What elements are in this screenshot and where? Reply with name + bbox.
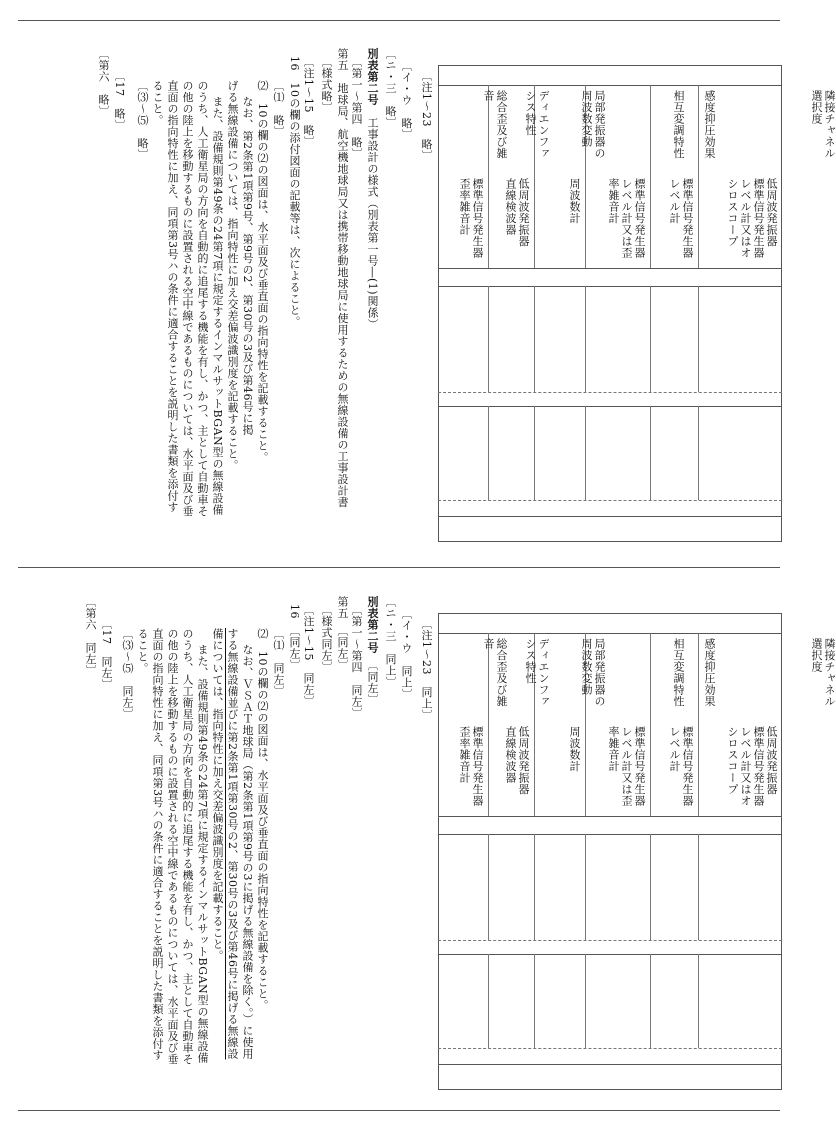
top-table-item-name: 局部発振器の周波数変動: [580, 90, 606, 159]
top-table-item-name: 感度抑圧効果: [703, 90, 716, 159]
bottom-table-row-line: [438, 1064, 782, 1065]
bottom-table-item-name: 相互変調特性: [672, 638, 685, 707]
bottom-text-column: ⑵ 10の欄の⑵の図面は、水平面及び垂直面の指向特性を記載すること。: [256, 628, 269, 1011]
top-table-row-line: [438, 286, 782, 287]
bottom-table-item-name: ディエンファシス特性: [524, 638, 550, 707]
bottom-text-column: する無線設備並びに第2条第1項第30号の2、第30号の3及び第46号に掲げる無線設: [226, 628, 239, 1060]
bottom-table-col-line: [534, 834, 535, 940]
top-text-column: げる無線設備については、指向特性に加え交差偏波識別度を記載すること。: [226, 80, 239, 471]
bottom-table-row-line: [438, 1048, 782, 1049]
top-text-column: なお、第2条第1項第9号、第9号の2、第30号の3及び第46号に掲: [241, 96, 254, 436]
top-text-column: 〔様式略〕: [320, 56, 333, 114]
top-text-column: 〔⑴ 略〕: [272, 80, 285, 138]
bottom-text-column: 〔17 同左〕: [100, 618, 113, 691]
bottom-table-row-line: [438, 816, 782, 817]
top-text-column: 第五 地球局、航空機地球局又は携帯移動地球局に使用するための無線設備の工事設計書: [336, 48, 349, 508]
bottom-text-column: 〔イ・ウ 同上〕: [400, 608, 413, 700]
top-table-instrument: 周波数計: [568, 178, 581, 224]
top-table-row-line: [438, 406, 782, 407]
bottom-text-column: 〔注1～23 同上〕: [420, 618, 433, 721]
bottom-table-row-line: [438, 834, 782, 835]
bottom-table-instrument: 標準信号発生器 レベル計又は歪率雑音計: [607, 726, 646, 818]
bottom-text-column: 〔⑴ 同左〕: [272, 628, 285, 697]
bottom-table-row-line: [438, 940, 782, 941]
top-text-column: 〔⑶～⑸ 略〕: [136, 80, 149, 161]
bottom-table-col-line: [488, 834, 489, 940]
bottom-text-column: 16 〔同左〕: [288, 604, 301, 671]
top-table-col-line: [534, 406, 535, 500]
top-table-row-line: [438, 516, 782, 517]
bottom-text-column: 〔様式同左〕: [320, 604, 333, 673]
top-table-instrument: 標準信号発生器 レベル計又は歪率雑音計: [607, 178, 646, 270]
top-text-column: 〔第一～第四 略〕: [350, 56, 363, 160]
bottom-text-column: のうち、人工衛星局の方向を自動的に追尾する機能を有し、かつ、主として自動車そ: [181, 628, 194, 1065]
top-text-column: のうち、人工衛星局の方向を自動的に追尾する機能を有し、かつ、主として自動車そ: [196, 80, 209, 517]
bottom-table-col-line: [585, 954, 586, 1048]
top-table-instrument: 低周波発振器 直線検波器: [504, 178, 530, 259]
bottom-text-column: 第五 〔同左〕: [336, 596, 349, 671]
top-text-column: ⑵ 10の欄の⑵の図面は、水平面及び垂直面の指向特性を記載すること。: [256, 80, 269, 463]
bottom-table-instrument: 低周波発振器 直線検波器: [504, 726, 530, 807]
top-table-col-line: [488, 406, 489, 500]
top-table-row-line: [438, 500, 782, 501]
top-table-item-name: ディエンファシス特性: [524, 90, 550, 159]
bottom-text-column: なお、ＶＳＡＴ地球局（第2条第1項第9号の3に掲げる無線設備を除く。）に使用: [241, 644, 254, 1060]
top-text-column: 〔注1～15 略〕: [302, 56, 315, 148]
top-text-column: の他の陸上を移動するものに設置される空中線であるものについては、水平面及び垂: [181, 80, 194, 517]
top-table-col-line: [698, 406, 699, 500]
bottom-text-column: 〔⑶～⑸ 同左〕: [121, 628, 134, 720]
bottom-table-col-line: [650, 834, 651, 940]
bottom-table-col-line: [534, 954, 535, 1048]
bottom-table-col-line: [650, 954, 651, 1048]
bottom-text-column: また、設備規則第49条の24第7項に規定するインマルサットBGAN型の無線設備: [196, 644, 209, 1064]
top-text-column: 〔17 略〕: [113, 70, 126, 131]
top-table-item-name: 総合歪及び雑音: [482, 90, 508, 159]
top-text-column: 別表第二号 工事設計の様式（別表第一号―(1)関係）: [366, 48, 379, 330]
bottom-text-column: 〔第六 同左〕: [84, 596, 97, 677]
bottom-table-col-line: [698, 834, 699, 940]
top-table-col-line: [585, 406, 586, 500]
top-table-row-line: [438, 392, 782, 393]
bottom-text-column: 〔第一～第四 同左〕: [350, 604, 363, 719]
top-table-col-line: [650, 286, 651, 392]
bottom-text-column: 〔ニ・三 同上〕: [384, 596, 397, 688]
top-text-column: 直面の指向特性に加え、同項第3号ハの条件に適合することを説明した書類を添付す: [166, 80, 179, 513]
top-table-item-name: 相互変調特性: [672, 90, 685, 159]
top-table-row-line: [438, 85, 782, 86]
bottom-text-column: 直面の指向特性に加え、同項第3号ハの条件に適合することを説明した書類を添付す: [151, 628, 164, 1061]
bottom-text-column: 別表第二号 〔同左〕: [366, 596, 379, 706]
top-text-column: 〔第六 略〕: [97, 48, 110, 117]
top-table-col-line: [534, 286, 535, 392]
top-table-col-line: [698, 286, 699, 392]
top-text-column: 〔ニ・三 略〕: [384, 48, 397, 129]
top-text-column: 16 10の欄の添付図面の記載等は、次によること。: [288, 56, 301, 328]
top-table-col-line: [488, 286, 489, 392]
top-text-column: ること。: [151, 80, 164, 126]
bottom-table-item-name: 感度抑圧効果: [703, 638, 716, 707]
middle-rule: [18, 567, 780, 568]
top-table-instrument: 低周波発振器 標準信号発生器 レベル計又はオシロスコープ: [726, 178, 778, 270]
top-table-row-line: [438, 268, 782, 269]
bottom-table-row-line: [438, 954, 782, 955]
top-table-col-line: [585, 286, 586, 392]
top-table-instrument: 標準信号発生器 歪率雑音計: [458, 178, 484, 270]
bottom-table-instrument: 低周波発振器 標準信号発生器 レベル計又はオシロスコープ: [726, 726, 778, 818]
bottom-table-col-line: [488, 954, 489, 1048]
top-text-column: また、設備規則第49条の24第7項に規定するインマルサットBGAN型の無線設備: [211, 96, 224, 516]
top-table-instrument: 標準信号発生器 レベル計: [668, 178, 694, 270]
top-rule: [18, 20, 780, 21]
bottom-text-column: 〔注1～15 同左〕: [302, 604, 315, 707]
bottom-table-item-name: 局部発振器の周波数変動: [580, 638, 606, 707]
bottom-table-instrument: 周波数計: [568, 726, 581, 772]
top-text-column: 〔イ・ウ 略〕: [400, 60, 413, 141]
bottom-text-column: の他の陸上を移動するものに設置される空中線であるものについては、水平面及び垂: [166, 628, 179, 1065]
bottom-rule: [18, 1110, 780, 1111]
bottom-text-column: ること。: [136, 628, 149, 674]
bottom-table-item-name: 総合歪及び雑音: [482, 638, 508, 707]
bottom-table-col-line: [698, 954, 699, 1048]
top-text-column: 〔注1～23 略〕: [420, 70, 433, 162]
top-table-col-line: [650, 406, 651, 500]
bottom-table-row-line: [438, 633, 782, 634]
top-table-item-name: 隣接チャネル選択度: [810, 90, 836, 159]
bottom-table-item-name: 隣接チャネル選択度: [810, 638, 836, 707]
bottom-table-col-line: [585, 834, 586, 940]
bottom-text-column: 備については、指向特性に加え交差偏波識別度を記載すること。: [211, 628, 224, 962]
bottom-table-instrument: 標準信号発生器 レベル計: [668, 726, 694, 818]
bottom-table-instrument: 標準信号発生器 歪率雑音計: [458, 726, 484, 818]
